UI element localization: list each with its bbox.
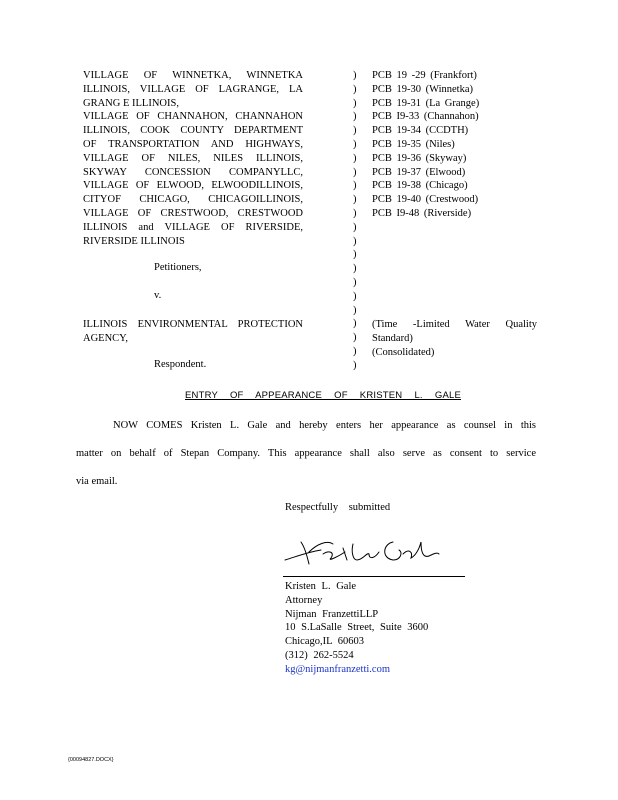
caption-paren: ) <box>353 221 357 233</box>
proceeding-type-line: (Consolidated) <box>372 346 435 358</box>
signer-role: Attorney <box>285 594 323 606</box>
respondent-caption <box>83 318 303 346</box>
proceeding-type <box>372 318 537 359</box>
body-line: via email. <box>76 476 118 487</box>
petitioners-label: Petitioners, <box>154 262 202 273</box>
caption-line: VILLAGE OF WINNETKA, WINNETKA <box>83 70 303 81</box>
proceeding-type-line: Standard) <box>372 332 413 344</box>
signature-block <box>285 580 428 677</box>
proceeding-type-line: (Time -Limited Water Quality <box>372 319 537 330</box>
caption-paren: ) <box>353 304 357 316</box>
document-title: ENTRY OF APPEARANCE OF KRISTEN L. GALE <box>185 390 461 401</box>
caption-line: ILLINOIS, COOK COUNTY DEPARTMENT <box>83 125 303 137</box>
caption-line: ILLINOIS, VILLAGE OF LAGRANGE, LA <box>83 83 303 95</box>
versus-label: v. <box>154 290 162 301</box>
petitioners-caption <box>83 69 303 248</box>
caption-paren: ) <box>353 290 357 302</box>
caption-paren: ) <box>353 345 357 357</box>
caption-paren: ) <box>353 276 357 288</box>
caption-paren: ) <box>353 359 357 371</box>
caption-paren: ) <box>353 249 357 261</box>
case-number: PCB 19-36 (Skyway) <box>372 152 467 164</box>
caption-paren: ) <box>353 125 357 137</box>
caption-paren: ) <box>353 138 357 150</box>
caption-paren: ) <box>353 332 357 344</box>
address-line-2: Chicago,IL 60603 <box>285 636 365 648</box>
caption-line: VILLAGE OF ELWOOD, ELWOODILLINOIS, <box>83 180 303 192</box>
caption-paren: ) <box>353 207 357 219</box>
caption-paren: ) <box>353 111 357 123</box>
firm-name: Nijman FranzettiLLP <box>285 608 379 620</box>
case-number: PCB 19-38 (Chicago) <box>372 180 468 192</box>
caption-paren-column <box>353 69 357 373</box>
caption-paren: ) <box>353 166 357 178</box>
email-link[interactable]: kg@nijmanfranzetti.com <box>285 663 391 675</box>
case-number: PCB 19-35 (Niles) <box>372 138 455 150</box>
phone-number: (312) 262-5524 <box>285 649 354 661</box>
case-number: PCB 19-37 (Elwood) <box>372 166 466 178</box>
caption-paren: ) <box>353 235 357 247</box>
caption-line: CITYOF CHICAGO, CHICAGOILLINOIS, <box>83 194 303 206</box>
signature-line <box>283 576 465 577</box>
handwritten-signature <box>283 530 443 570</box>
case-number: PCB 19-30 (Winnetka) <box>372 83 473 95</box>
caption-line: SKYWAY CONCESSION COMPANYLLC, <box>83 166 303 178</box>
respondent-line: AGENCY, <box>83 332 129 344</box>
caption-paren: ) <box>353 70 357 81</box>
signer-name: Kristen L. Gale <box>285 581 357 592</box>
body-line: matter on behalf of Stepan Company. This appearance shall also serve as consent to service <box>76 448 536 459</box>
respondent-label: Respondent. <box>154 359 207 370</box>
caption-line: ILLINOIS and VILLAGE OF RIVERSIDE, <box>83 221 303 233</box>
caption-paren: ) <box>353 263 357 275</box>
caption-paren: ) <box>353 152 357 164</box>
address-line-1: 10 S.LaSalle Street, Suite 3600 <box>285 622 429 634</box>
caption-line: RIVERSIDE ILLINOIS <box>83 235 185 247</box>
caption-line: VILLAGE OF CRESTWOOD, CRESTWOOD <box>83 207 303 219</box>
caption-line: VILLAGE OF CHANNAHON, CHANNAHON <box>83 111 303 123</box>
case-number: PCB I9-48 (Riverside) <box>372 207 472 219</box>
case-number: PCB 19 -29 (Frankfort) <box>372 70 477 81</box>
caption-paren: ) <box>353 83 357 95</box>
caption-paren: ) <box>353 318 357 330</box>
caption-paren: ) <box>353 180 357 192</box>
caption-line: OF TRANSPORTATION AND HIGHWAYS, <box>83 138 303 150</box>
case-number: PCB 19-31 (La Grange) <box>372 97 480 109</box>
body-line: NOW COMES Kristen L. Gale and hereby enters her appearance as counsel in this <box>113 420 536 431</box>
case-number-list <box>372 69 479 221</box>
caption-paren: ) <box>353 97 357 109</box>
caption-paren: ) <box>353 194 357 206</box>
caption-line: VILLAGE OF NILES, NILES ILLINOIS, <box>83 152 303 164</box>
case-number: PCB I9-33 (Channahon) <box>372 111 479 123</box>
respondent-line: ILLINOIS ENVIRONMENTAL PROTECTION <box>83 319 303 330</box>
case-number: PCB 19-40 (Crestwood) <box>372 194 479 206</box>
closing-text: Respectfully submitted <box>285 502 391 513</box>
document-code: {00094827.DOCX} <box>68 757 114 763</box>
case-number: PCB 19-34 (CCDTH) <box>372 125 469 137</box>
body-paragraph <box>76 412 536 496</box>
caption-line: GRANG E ILLINOIS, <box>83 97 179 109</box>
